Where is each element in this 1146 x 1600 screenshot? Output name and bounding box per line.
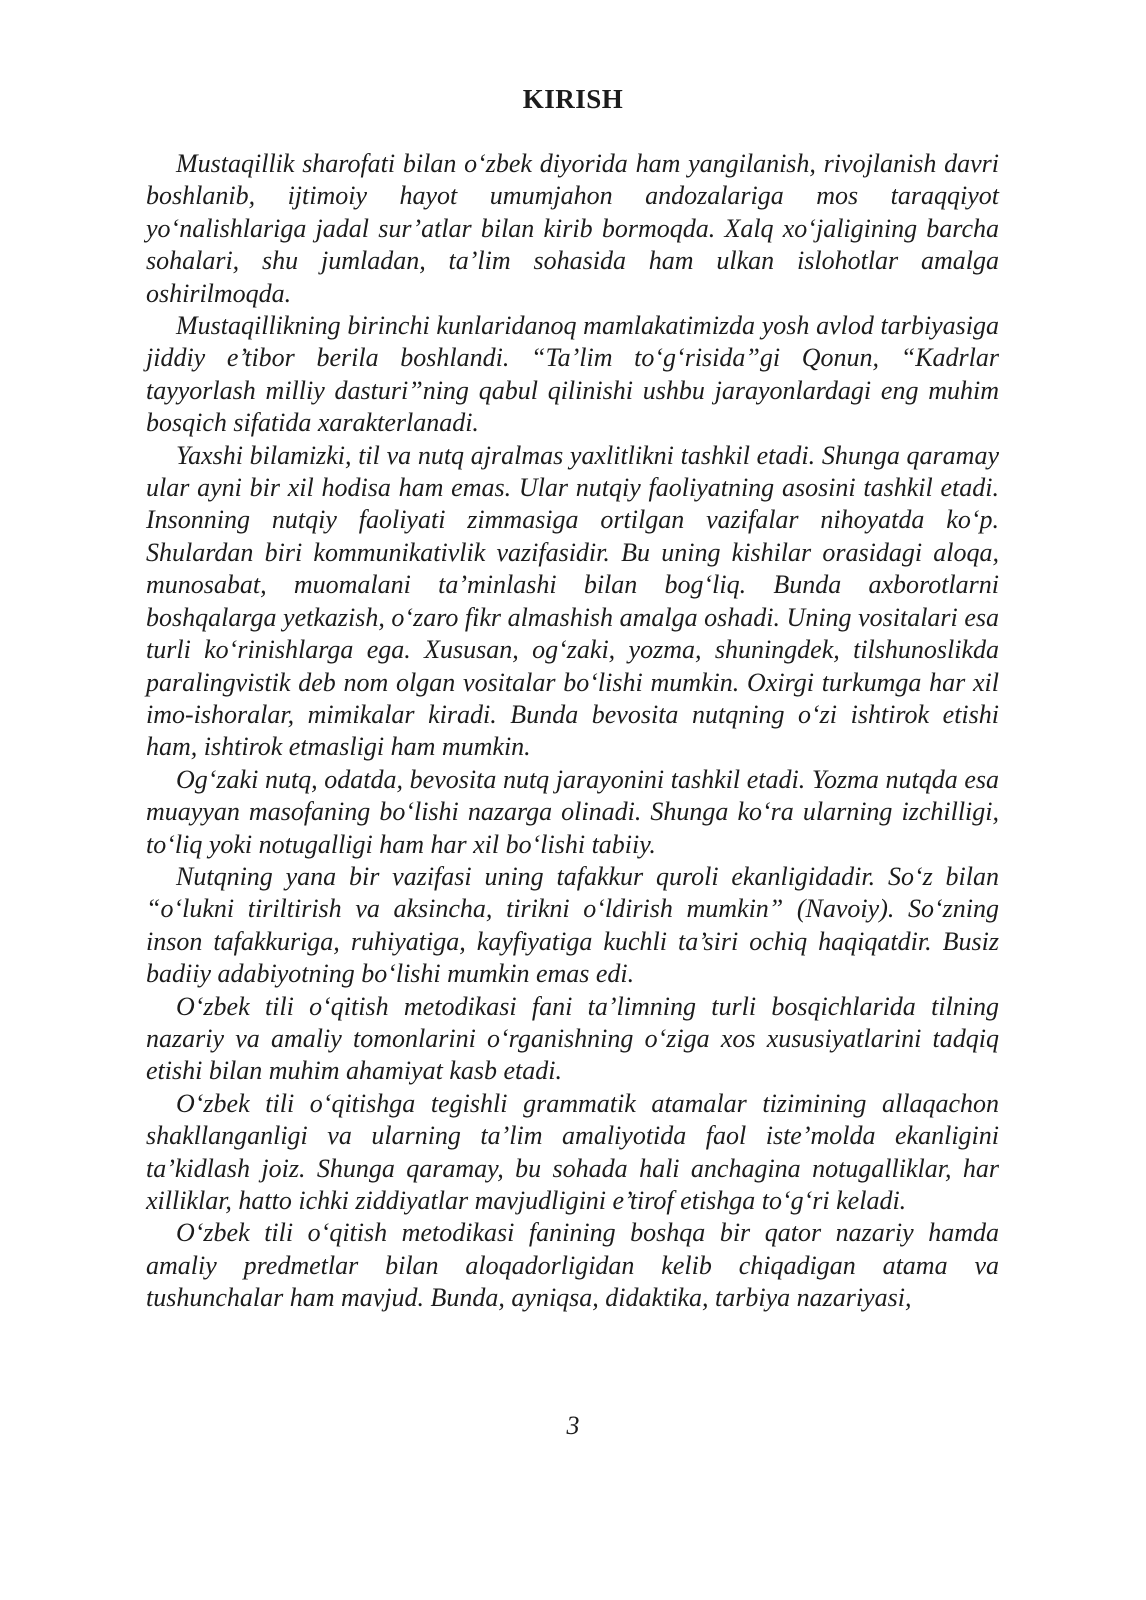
paragraph-3: Yaxshi bilamizki, til va nutq ajralmas yaxlitlikni tashkil etadi. Shunga qaramay ular ayni bir xil hodisa ham emas. Ular nutqiy faoliyatning asosini tashkil etadi. Insonning nutqiy faoliyati zimmasiga ortilgan vazifalar nihoyatda ko‘p. Shulardan biri kommunikativlik vazifasidir. Bu uning kishilar orasidagi aloqa, munosabat, muomalani ta’minlashi bilan bog‘liq. Bunda axborotlarni boshqalarga yetkazish, o‘zaro fikr almashish amalga oshadi. Uning vositalari esa turli ko‘rinishlarga ega. Xususan, og‘zaki, yozma, shuningdek, tilshunoslikda paralingvistik deb nom olgan vositalar bo‘lishi mumkin. Oxirgi turkumga har xil imo-ishoralar, mimikalar kiradi. Bunda bevosita nutqning o‘zi ishtirok etishi ham, ishtirok etmasligi ham mumkin. xyxy=(146,440,999,762)
body-text xyxy=(146,148,999,1315)
page-number: 3 xyxy=(566,1411,580,1440)
paragraph-4: Og‘zaki nutq, odatda, bevosita nutq jarayonini tashkil etadi. Yozma nutqda esa muayyan masofaning bo‘lishi nazarga olinadi. Shunga ko‘ra ularning izchilligi, to‘liq yoki notugalligi ham har xil bo‘lishi tabiiy. xyxy=(146,764,999,859)
paragraph-7: O‘zbek tili o‘qitishga tegishli grammatik atamalar tizimining allaqachon shakllanganligi va ularning ta’lim amaliyotida faol iste’molda ekanligini ta’kidlash joiz. Shunga qaramay, bu sohada hali anchagina notugalliklar, har xilliklar, hatto ichki ziddiyatlar mavjudligini e’tirof etishga to‘g‘ri keladi. xyxy=(146,1088,999,1215)
paragraph-1: Mustaqillik sharofati bilan o‘zbek diyorida ham yangilanish, rivojlanish davri boshlanib, ijtimoiy hayot umumjahon andozalariga mos taraqqiyot yo‘nalishlariga jadal sur’atlar bilan kirib bormoqda. Xalq xo‘jaligining barcha sohalari, shu jumladan, ta’lim sohasida ham ulkan islohotlar amalga oshirilmoqda. xyxy=(146,149,999,308)
page-title: KIRISH xyxy=(522,84,624,114)
paragraph-6: O‘zbek tili o‘qitish metodikasi fani ta’limning turli bosqichlarida tilning nazariy va amaliy tomonlarini o‘rganishning o‘ziga xos xususiyatlarini tadqiq etishi bilan muhim ahamiyat kasb etadi. xyxy=(146,991,999,1086)
paragraph-8: O‘zbek tili o‘qitish metodikasi fanining boshqa bir qator nazariy hamda amaliy predmetlar bilan aloqadorligidan kelib chiqadigan atama va tushunchalar ham mavjud. Bunda, ayniqsa, didaktika, tarbiya nazariyasi, xyxy=(146,1218,999,1313)
paragraph-2: Mustaqillikning birinchi kunlaridanoq mamlakatimizda yosh avlod tarbiyasiga jiddiy e’tibor berila boshlandi. “Ta’lim to‘g‘risida”gi Qonun, “Kadrlar tayyorlash milliy dasturi”ning qabul qilinishi ushbu jarayonlardagi eng muhim bosqich sifatida xarakterlanadi. xyxy=(146,311,999,438)
paragraph-5: Nutqning yana bir vazifasi uning tafakkur quroli ekanligidadir. So‘z bilan “o‘lukni tiriltirish va aksincha, tirikni o‘ldirish mumkin” (Navoiy). So‘zning inson tafakkuriga, ruhiyatiga, kayfiyatiga kuchli ta’siri ochiq haqiqatdir. Busiz badiiy adabiyotning bo‘lishi mumkin emas edi. xyxy=(146,861,999,989)
